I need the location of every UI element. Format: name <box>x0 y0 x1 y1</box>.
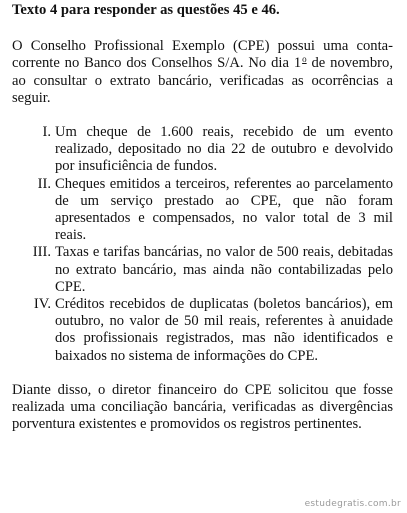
closing-paragraph: Diante disso, o diretor financeiro do CPE solicitou que fosse realizada uma conciliação bancária, verificadas as divergências porventura existentes e promovidos os registros pertinentes. <box>12 381 393 433</box>
intro-text-end: de novembro, ao consultar o extrato bancário, verificadas as ocorrências a seguir. <box>12 55 393 106</box>
list-item-number: I. <box>42 124 51 141</box>
list-item-text: Taxas e tarifas bancárias, no valor de 500 reais, debitadas no extrato bancário, mas ainda não contabilizadas pelo CPE. <box>55 244 393 295</box>
list-item-text: Um cheque de 1.600 reais, recebido de um evento realizado, depositado no dia 22 de outubro e devolvido por insuficiência de fundos. <box>55 124 393 175</box>
intro-paragraph <box>12 38 393 107</box>
intro-text-start: O Conselho Profissional Exemplo (CPE) possui uma conta-corrente no Banco dos Conselhos S/A. No dia 1 <box>12 38 393 72</box>
document-page <box>12 2 393 433</box>
text-title: Texto 4 para responder as questões 45 e 46. <box>12 2 280 18</box>
site-watermark: estudegratis.com.br <box>304 499 401 509</box>
list-item <box>12 124 393 176</box>
list-item-text: Cheques emitidos a terceiros, referentes ao parcelamento de um serviço prestado ao CPE, que não foram apresentados e compensados, no valor total de 3 mil reais. <box>55 175 393 244</box>
list-item <box>12 176 393 245</box>
list-item <box>12 296 393 365</box>
list-item-number: III. <box>32 244 51 261</box>
occurrences-list <box>12 124 393 365</box>
list-item-number: IV. <box>33 296 51 313</box>
ordinal-superscript: o <box>302 54 307 65</box>
list-item-number: II. <box>37 175 51 192</box>
list-item <box>12 244 393 296</box>
list-item-text: Créditos recebidos de duplicatas (boletos bancários), em outubro, no valor de 50 mil reais, referentes à anuidade dos profissionais registrados, mas não identificados e baixados no sistema de informações do CPE. <box>55 296 393 364</box>
